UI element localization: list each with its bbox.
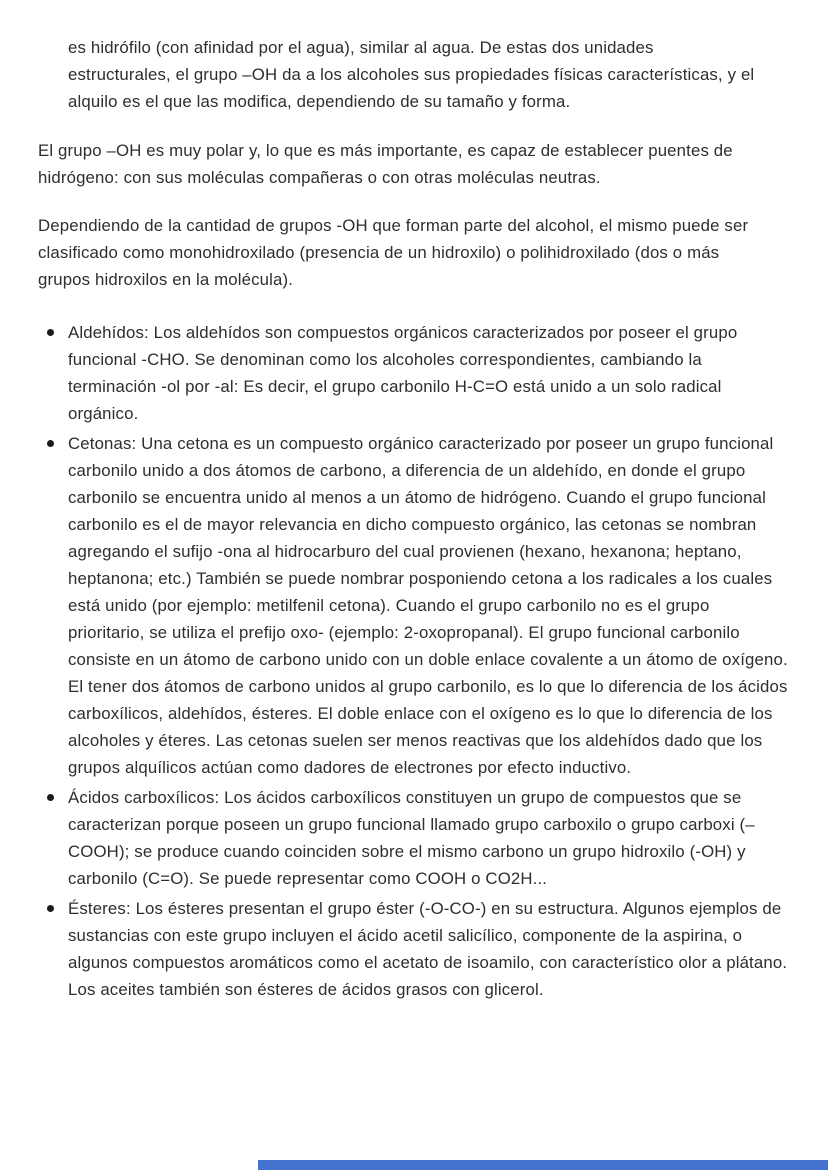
paragraph-clasificacion: Dependiendo de la cantidad de grupos -OH que forman parte del alcohol, el mismo puede ser clasificado como monohidroxilado (presencia de un hidroxilo) o polihidroxilado (dos o más grupos hidroxilos en la molécula). xyxy=(38,216,749,289)
functional-groups-list xyxy=(38,319,790,1003)
bullet-icon xyxy=(47,794,54,801)
list-item-text: Ácidos carboxílicos: Los ácidos carboxílicos constituyen un grupo de compuestos que se caracterizan porque poseen un grupo funcional llamado grupo carboxilo o grupo carboxi (–COOH); se produce cuando coinciden sobre el mismo carbono un grupo hidroxilo (-OH) y carbonilo (C=O). Se puede representar como COOH o CO2H... xyxy=(68,788,755,888)
list-item-cetonas xyxy=(38,430,790,781)
list-item-text: Cetonas: Una cetona es un compuesto orgánico caracterizado por poseer un grupo funcional carbonilo unido a dos átomos de carbono, a diferencia de un aldehído, en donde el grupo carbonilo se encuentra unido al menos a un átomo de hidrógeno. Cuando el grupo funcional carbonilo es el de mayor relevancia en dicho compuesto orgánico, las cetonas se nombran agregando el sufijo -ona al hidrocarburo del cual provienen (hexano, hexanona; heptano, heptanona; etc.) También se puede nombrar posponiendo cetona a los radicales a los cuales está unido (por ejemplo: metilfenil cetona). Cuando el grupo carbonilo no es el grupo prioritario, se utiliza el prefijo oxo- (ejemplo: 2-oxopropanal). El grupo funcional carbonilo consiste en un átomo de carbono unido con un doble enlace covalente a un átomo de oxígeno. El tener dos átomos de carbono unidos al grupo carbonilo, es lo que lo diferencia de los ácidos carboxílicos, aldehídos, ésteres. El doble enlace con el oxígeno es lo que lo diferencia de los alcoholes y éteres. Las cetonas suelen ser menos reactivas que los aldehídos dado que los grupos alquílicos actúan como dadores de electrones por efecto inductivo. xyxy=(68,434,788,777)
document-body xyxy=(38,34,790,1006)
bullet-icon xyxy=(47,905,54,912)
list-item-text: Ésteres: Los ésteres presentan el grupo éster (-O-CO-) en su estructura. Algunos ejemplos de sustancias con este grupo incluyen el ácido acetil salicílico, componente de la aspirina, o algunos compuestos aromáticos como el acetato de isoamilo, con característico olor a plátano. Los aceites también son ésteres de ácidos grasos con glicerol. xyxy=(68,899,788,999)
list-item-acidos-carboxilicos xyxy=(38,784,790,892)
continuation-paragraph: es hidrófilo (con afinidad por el agua), similar al agua. De estas dos unidades estructurales, el grupo –OH da a los alcoholes sus propiedades físicas características, y el alquilo es el que las modifica, dependiendo de su tamaño y forma. xyxy=(68,38,755,111)
bullet-icon xyxy=(47,440,54,447)
list-item-aldehidos xyxy=(38,319,790,427)
bullet-icon xyxy=(47,329,54,336)
list-item-text: Aldehídos: Los aldehídos son compuestos orgánicos caracterizados por poseer el grupo funcional -CHO. Se denominan como los alcoholes correspondientes, cambiando la terminación -ol por -al: Es decir, el grupo carbonilo H-C=O está unido a un solo radical orgánico. xyxy=(68,323,738,423)
list-item-esteres xyxy=(38,895,790,1003)
paragraph-oh-polar: El grupo –OH es muy polar y, lo que es más importante, es capaz de establecer puentes de hidrógeno: con sus moléculas compañeras o con otras moléculas neutras. xyxy=(38,141,733,187)
bottom-accent-bar xyxy=(258,1160,828,1170)
